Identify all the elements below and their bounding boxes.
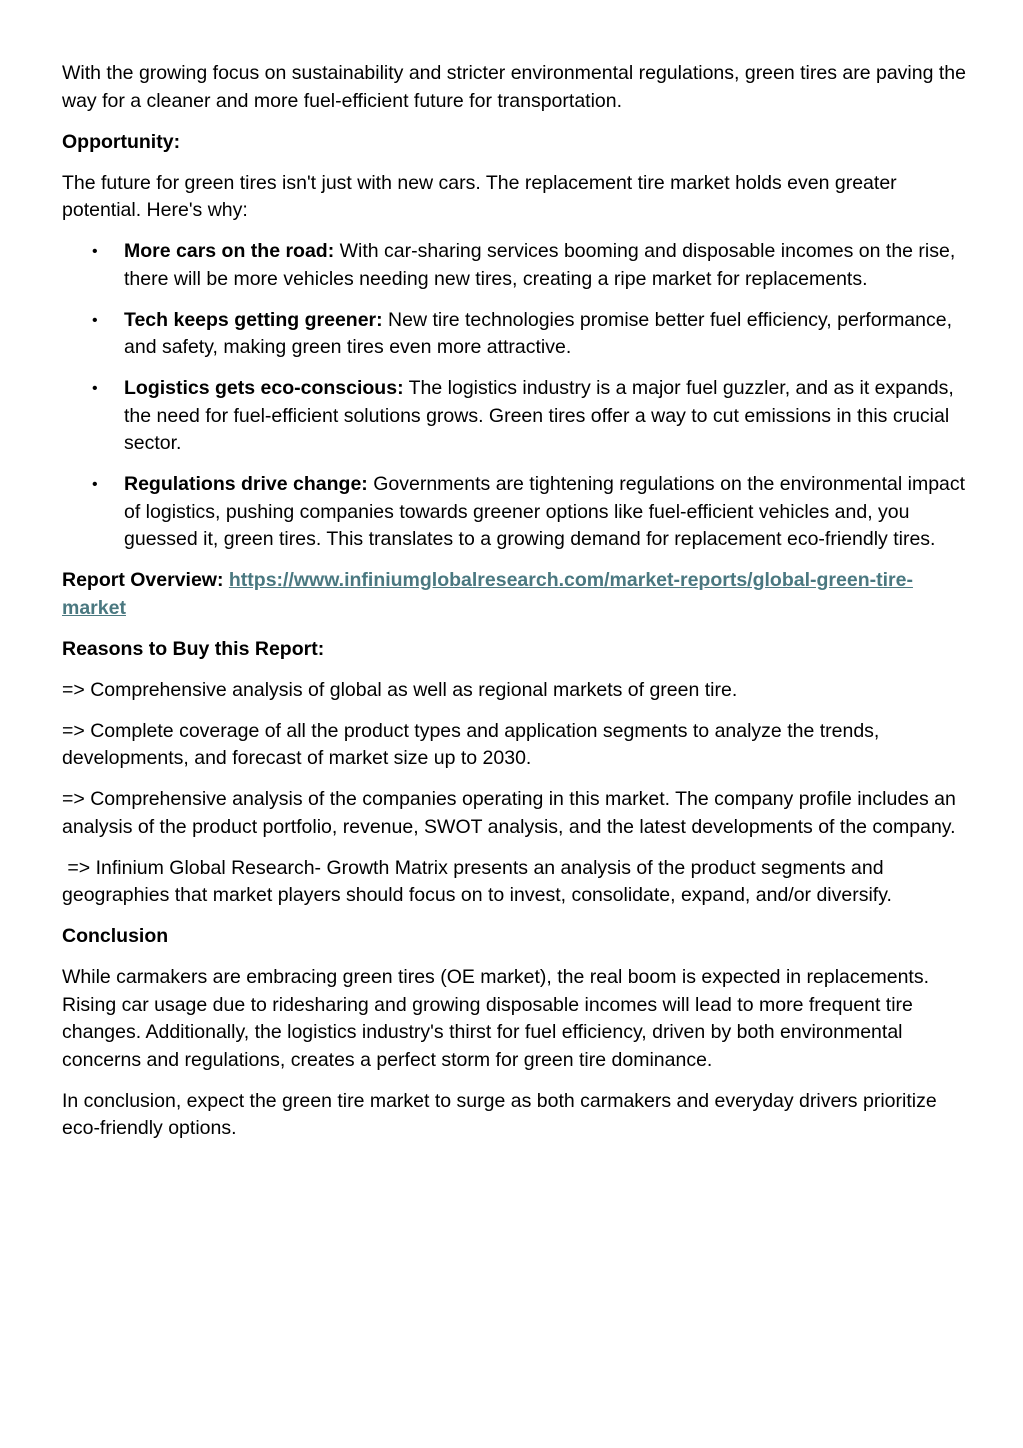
reasons-heading: Reasons to Buy this Report: [62, 637, 325, 660]
opportunity-lead: The future for green tires isn't just with new cars. The replacement tire market holds even greater potential. Here's why: [62, 171, 897, 221]
reason-item: => Comprehensive analysis of global as well as regional markets of green tire. [62, 678, 738, 701]
intro-paragraph: With the growing focus on sustainability and stricter environmental regulations, green tires are paving the way for a cleaner and more fuel-efficient future for transportation. [62, 62, 966, 112]
reason-item-text: => Infinium Global Research- Growth Matrix presents an analysis of the product segments and geographies that market players should focus on to invest, consolidate, expand, and/or diversify. [62, 856, 892, 906]
reason-item: => Comprehensive analysis of the companies operating in this market. The company profile includes an analysis of the product portfolio, revenue, SWOT analysis, and the latest developments of the company. [62, 788, 956, 838]
list-item-text: New tire technologies promise better fuel efficiency, performance, and safety, making green tires even more attractive. [124, 308, 953, 358]
report-overview-label: Report Overview: [62, 569, 224, 591]
conclusion-paragraph: While carmakers are embracing green tires (OE market), the real boom is expected in replacements. Rising car usage due to ridesharing and growing disposable incomes will lead to more frequent tire changes. Additionally, the logistics industry's thirst for fuel efficiency, driven by both environmental concerns and regulations, creates a perfect storm for green tire dominance. [62, 966, 930, 1071]
list-item [62, 307, 967, 362]
list-item-title: Logistics gets eco-conscious: [124, 377, 404, 399]
conclusion-heading: Conclusion [62, 925, 169, 947]
list-item-text: The logistics industry is a major fuel guzzler, and as it expands, the need for fuel-efficient solutions grows. Green tires offer a way to cut emissions in this crucial sector. [124, 377, 954, 454]
conclusion-paragraph: In conclusion, expect the green tire market to surge as both carmakers and everyday drivers prioritize eco-friendly options. [62, 1089, 937, 1139]
document-page [62, 60, 967, 1156]
report-overview-link[interactable]: https://www.infiniumglobalresearch.com/market-reports/global-green-tire-market [62, 569, 913, 619]
list-item [62, 471, 967, 554]
list-item-text: With car-sharing services booming and disposable incomes on the rise, there will be more vehicles needing new tires, creating a ripe market for replacements. [124, 240, 956, 290]
report-overview [62, 567, 967, 622]
opportunity-list [62, 238, 967, 554]
list-item-text: Governments are tightening regulations on the environmental impact of logistics, pushing companies towards greener options like fuel-efficient vehicles and, you guessed it, green tires. This translates to a growing demand for replacement eco-friendly tires. [124, 473, 966, 550]
reason-item [62, 855, 967, 910]
opportunity-heading: Opportunity: [62, 130, 181, 153]
bullet-icon: • [92, 380, 98, 397]
list-item-title: Tech keeps getting greener: [124, 308, 383, 331]
list-item [62, 238, 967, 293]
reason-item: => Complete coverage of all the product types and application segments to analyze the trends, developments, and forecast of market size up to 2030. [62, 719, 880, 769]
bullet-icon: • [92, 476, 98, 493]
bullet-icon: • [92, 243, 98, 260]
list-item [62, 375, 967, 458]
list-item-title: More cars on the road: [124, 240, 335, 262]
list-item-title: Regulations drive change: [124, 473, 368, 495]
bullet-icon: • [92, 311, 98, 329]
